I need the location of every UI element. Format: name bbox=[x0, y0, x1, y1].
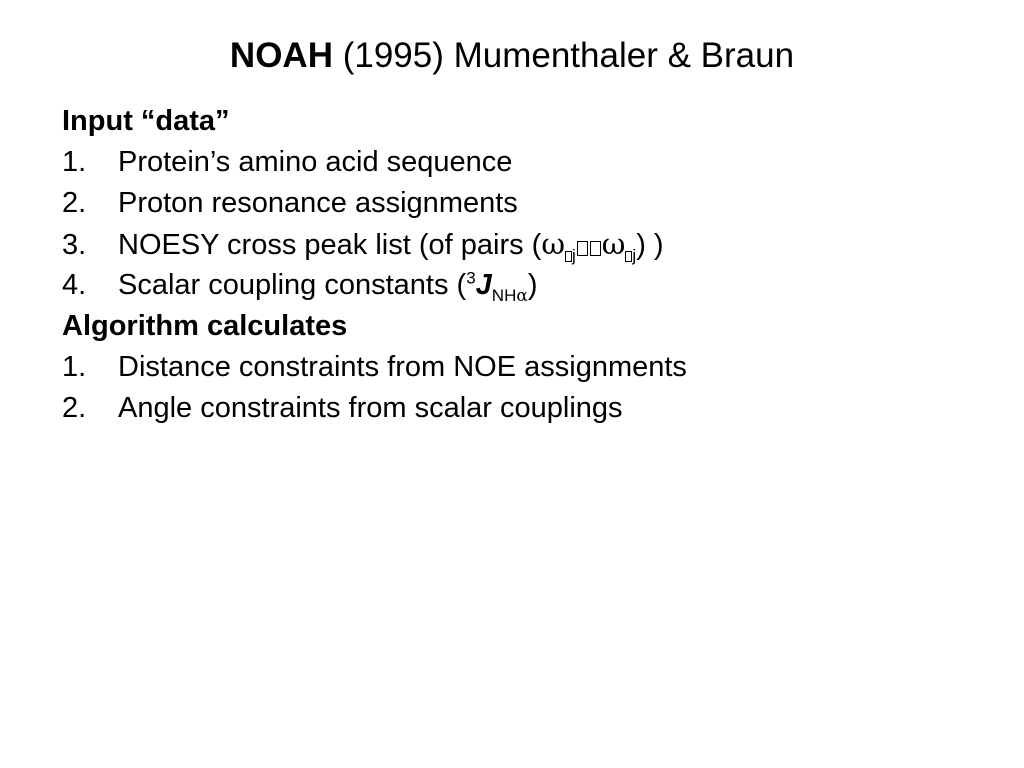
coupling-J: J bbox=[475, 269, 492, 301]
item-text: Protein’s amino acid sequence bbox=[118, 146, 513, 178]
item-number: 1. bbox=[62, 351, 87, 383]
subscript-nh-alpha bbox=[492, 286, 528, 305]
input-item-1 bbox=[62, 142, 1002, 183]
item-text: Scalar coupling constants ( bbox=[118, 269, 467, 301]
subscript-nh: NH bbox=[491, 285, 517, 305]
subscript-j: j bbox=[571, 245, 576, 265]
algorithm-heading: Algorithm calculates bbox=[62, 310, 348, 342]
subscript-ij bbox=[565, 246, 576, 265]
alpha-symbol: α bbox=[516, 285, 528, 306]
input-item-3 bbox=[62, 224, 1002, 265]
slide-body bbox=[62, 101, 1002, 429]
item-text: Distance constraints from NOE assignments bbox=[118, 351, 687, 383]
item-number: 3. bbox=[62, 229, 87, 261]
omega-symbol: ω bbox=[601, 227, 626, 261]
missing-glyph-icon bbox=[577, 241, 588, 256]
input-item-4 bbox=[62, 265, 1002, 306]
slide-title bbox=[0, 34, 1024, 78]
input-item-2 bbox=[62, 183, 1002, 224]
algorithm-item-1 bbox=[62, 347, 1002, 388]
missing-glyph-icon bbox=[565, 251, 572, 262]
omega-symbol: ω bbox=[541, 227, 565, 261]
item-closing: ) bbox=[527, 269, 538, 301]
subscript-ij bbox=[625, 246, 636, 265]
algorithm-item-2 bbox=[62, 388, 1002, 429]
title-citation: (1995) Mumenthaler & Braun bbox=[332, 36, 795, 75]
item-text: Angle constraints from scalar couplings bbox=[118, 392, 623, 424]
item-number: 1. bbox=[62, 146, 87, 178]
item-text: Proton resonance assignments bbox=[118, 187, 518, 219]
superscript-3: 3 bbox=[466, 268, 476, 288]
item-text: NOESY cross peak list (of pairs ( bbox=[118, 229, 542, 261]
item-closing: ) ) bbox=[636, 229, 664, 261]
item-number: 4. bbox=[62, 269, 87, 301]
missing-glyph-icon bbox=[590, 241, 601, 256]
item-number: 2. bbox=[62, 187, 87, 219]
item-number: 2. bbox=[62, 392, 87, 424]
subscript-j: j bbox=[632, 245, 637, 265]
input-data-heading: Input “data” bbox=[62, 105, 230, 137]
title-program-name: NOAH bbox=[229, 36, 333, 75]
